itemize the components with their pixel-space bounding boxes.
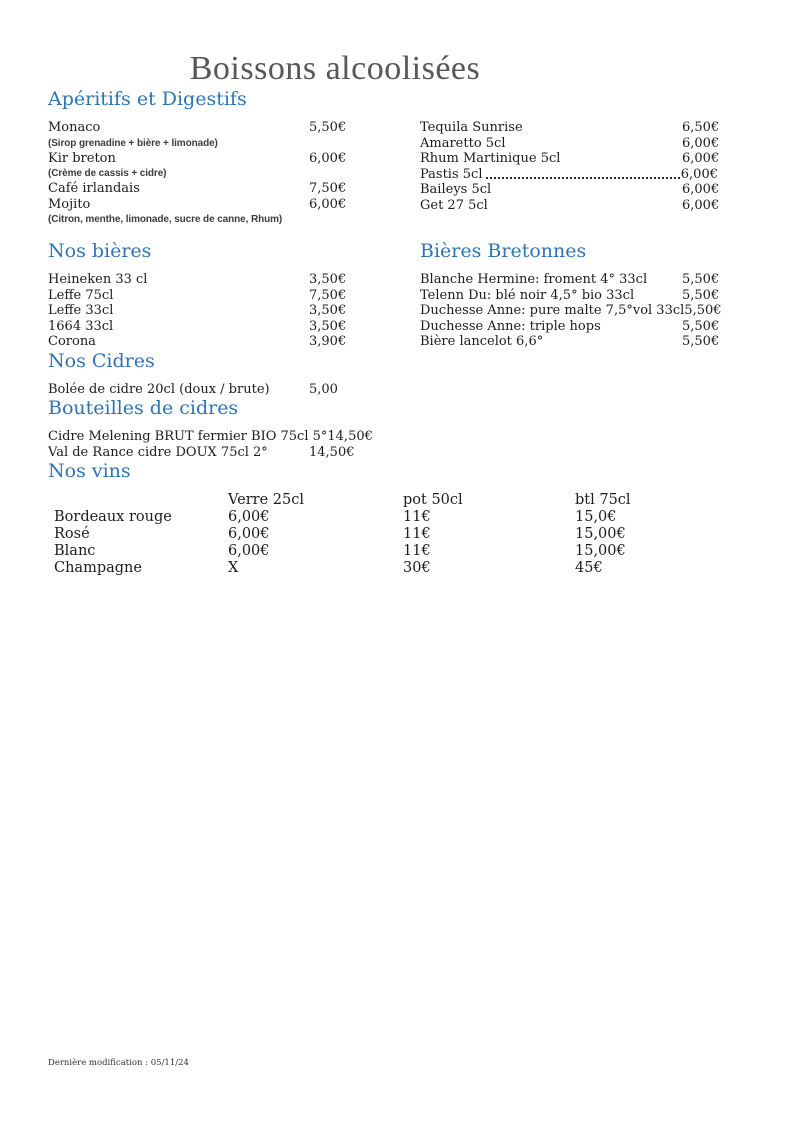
- wine-name: Blanc: [54, 543, 96, 559]
- bouteilles-items: [48, 429, 373, 460]
- dot-leader: [486, 167, 679, 180]
- item-name: Café irlandais: [48, 181, 140, 196]
- item-name: Monaco: [48, 120, 101, 135]
- bieres-items: [48, 272, 345, 350]
- menu-item-row: [48, 303, 345, 319]
- wine-price: 45€: [575, 560, 603, 576]
- item-price: 6,00€: [309, 150, 347, 166]
- wine-header-row: [48, 492, 718, 509]
- item-price: 5,50€: [682, 334, 720, 349]
- item-price: 5,50€: [684, 303, 722, 318]
- item-price: 6,50€: [682, 120, 720, 135]
- menu-item-row: [48, 151, 345, 167]
- item-price: 6,00€: [680, 166, 718, 182]
- aperitifs-right-column: [420, 120, 718, 227]
- last-modified-note: Dernière modification : 05/11/24: [48, 1058, 189, 1068]
- item-name: Kir breton: [48, 150, 116, 166]
- menu-item-row: [48, 288, 345, 304]
- item-price: 5,00: [309, 381, 338, 397]
- section-heading-vins: Nos vins: [48, 460, 131, 482]
- item-name: Leffe 33cl: [48, 303, 114, 318]
- item-price: 6,00€: [682, 135, 720, 151]
- item-name: Duchesse Anne: pure malte 7,5°vol 33cl: [420, 303, 685, 318]
- menu-item-row: [420, 136, 718, 152]
- wine-col-header: Verre 25cl: [228, 492, 304, 508]
- section-heading-aperitifs: Apéritifs et Digestifs: [48, 88, 247, 110]
- wine-price: 6,00€: [228, 509, 270, 525]
- wine-price: 11€: [403, 543, 431, 559]
- beers-right-column: [420, 240, 722, 350]
- wine-table: [48, 492, 718, 577]
- item-name: Get 27 5cl: [420, 197, 488, 213]
- menu-item-row: [420, 120, 718, 136]
- item-price: 6,00€: [682, 197, 720, 213]
- item-name: Pastis 5cl: [420, 166, 483, 182]
- wine-name: Rosé: [54, 526, 90, 542]
- wine-price: 15,0€: [575, 509, 617, 525]
- item-name: Corona: [48, 334, 96, 349]
- section-heading-bouteilles: Bouteilles de cidres: [48, 397, 239, 419]
- beers-columns: [48, 240, 722, 350]
- menu-item-row: [48, 120, 345, 136]
- item-name: Baileys 5cl: [420, 182, 492, 197]
- menu-item-row: [48, 197, 345, 213]
- menu-item-row: [420, 272, 718, 288]
- item-price: 14,50€: [327, 429, 373, 444]
- item-price: 7,50€: [309, 287, 347, 303]
- menu-item-row: [420, 151, 718, 167]
- beers-left-column: [48, 240, 345, 350]
- cidres-items: [48, 382, 345, 398]
- menu-item-row: [420, 303, 722, 319]
- item-price: 7,50€: [309, 181, 347, 196]
- section-heading-bieres-bretonnes: Bières Bretonnes: [420, 240, 587, 262]
- section-heading-cidres: Nos Cidres: [48, 349, 155, 372]
- wine-price: 15,00€: [575, 526, 626, 542]
- menu-item-row: [420, 334, 718, 350]
- menu-item-row: [48, 181, 345, 197]
- section-heading-bieres: Nos bières: [48, 240, 152, 262]
- item-description: (Sirop grenadine + bière + limonade): [48, 137, 218, 149]
- item-price: 5,50€: [682, 287, 720, 303]
- wine-name: Bordeaux rouge: [54, 509, 172, 525]
- wine-price: 6,00€: [228, 543, 270, 559]
- item-name: Bolée de cidre 20cl (doux / brute): [48, 381, 270, 397]
- wine-price: 11€: [403, 526, 431, 542]
- wine-price: 30€: [403, 560, 431, 576]
- item-name: 1664 33cl: [48, 318, 114, 334]
- item-price: 6,00€: [309, 196, 347, 212]
- item-price: 14,50€: [309, 444, 355, 460]
- item-name: Cidre Melening BRUT fermier BIO 75cl 5°: [48, 429, 328, 444]
- column-gap: [345, 240, 420, 350]
- wine-price: X: [228, 560, 239, 576]
- aperitifs-columns: [48, 120, 718, 227]
- item-name: Tequila Sunrise: [420, 120, 523, 135]
- item-name: Telenn Du: blé noir 4,5° bio 33cl: [420, 287, 635, 303]
- menu-item-row: [420, 198, 718, 214]
- menu-item-row: [48, 444, 355, 461]
- item-price: 5,50€: [682, 272, 720, 287]
- item-description: (Crème de cassis + cidre): [48, 168, 167, 179]
- item-name: Rhum Martinique 5cl: [420, 151, 561, 166]
- item-name: Blanche Hermine: froment 4° 33cl: [420, 272, 648, 287]
- item-price: 5,50€: [682, 318, 720, 334]
- item-price: 3,50€: [309, 272, 347, 287]
- wine-col-header: [48, 492, 228, 509]
- wine-col-header: pot 50cl: [403, 492, 463, 508]
- menu-item-row: [48, 272, 345, 288]
- item-description: (Citron, menthe, limonade, sucre de canne, Rhum): [48, 214, 283, 225]
- item-price: 3,90€: [309, 334, 347, 349]
- menu-item-row: [48, 334, 345, 350]
- menu-item-row: [48, 382, 345, 398]
- item-price: 5,50€: [309, 120, 347, 135]
- menu-item-row: [48, 429, 373, 445]
- bieres-bretonnes-items: [420, 272, 722, 350]
- wine-row: [48, 509, 718, 526]
- item-name: Duchesse Anne: triple hops: [420, 318, 601, 334]
- menu-item-row: [420, 167, 718, 183]
- wine-row: [48, 526, 718, 543]
- wine-row: [48, 560, 718, 577]
- menu-item-row: [420, 288, 718, 304]
- page-title: Boissons alcoolisées: [189, 50, 481, 87]
- item-name: Leffe 75cl: [48, 287, 114, 303]
- item-price: 3,50€: [309, 318, 347, 334]
- item-price: 6,00€: [682, 151, 720, 166]
- item-name: Mojito: [48, 196, 91, 212]
- wine-row: [48, 543, 718, 560]
- item-name: Val de Rance cidre DOUX 75cl 2°: [48, 444, 268, 460]
- menu-content: [0, 88, 794, 577]
- item-price: 6,00€: [682, 182, 720, 197]
- wine-price: 11€: [403, 509, 431, 525]
- wine-price: 6,00€: [228, 526, 270, 542]
- item-name: Amaretto 5cl: [420, 135, 506, 151]
- wine-col-header: btl 75cl: [575, 492, 631, 508]
- item-price: 3,50€: [309, 303, 347, 318]
- item-name: Heineken 33 cl: [48, 272, 148, 287]
- item-name: Bière lancelot 6,6°: [420, 334, 544, 349]
- menu-item-row: [420, 182, 718, 198]
- wine-price: 15,00€: [575, 543, 626, 559]
- menu-item-row: [48, 319, 345, 335]
- column-gap: [345, 120, 420, 227]
- wine-name: Champagne: [54, 560, 142, 576]
- menu-item-row: [420, 319, 718, 335]
- aperitifs-left-column: [48, 120, 345, 227]
